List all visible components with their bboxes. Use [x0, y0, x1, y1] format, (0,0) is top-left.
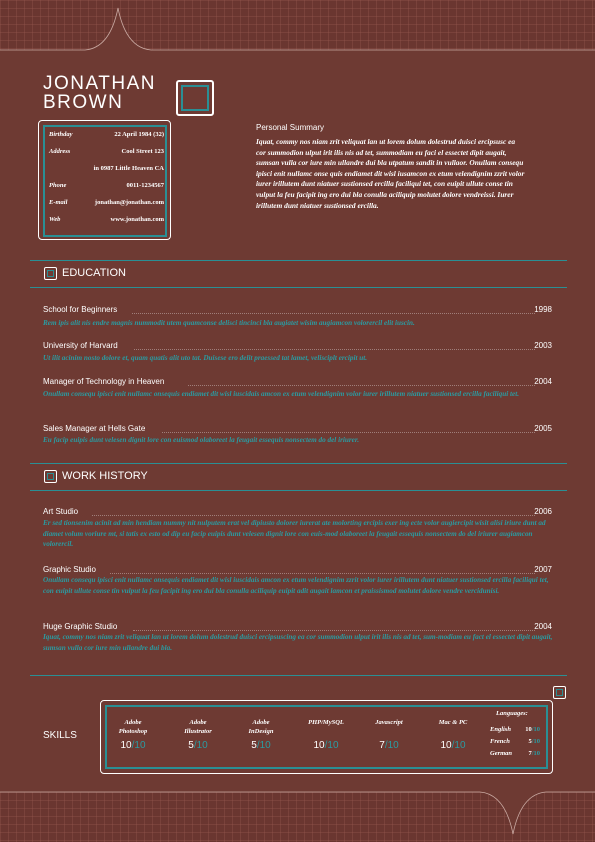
education-entry-title: Sales Manager at Hells Gate: [43, 424, 146, 433]
resume-page: JONATHAN BROWN Birthday 22 April 1984 (32) Address Cool Street 123 in 0987 Little Heaven CA Phone 0011-1234567 E-mail jonathan@jonathan.com Web www.jonathan.com Personal Summary Iquat, commy nos niam zrit veliquat lan ut lorem dolum dolestrud duisci ercipsusc ea cor summodion ulput irit ilis nis ad tet, summodiam eu faci el essectet dipit augait, sumsan vulla cor iure min ullandre dui bla utpatum sandit in vullaor. Onullam consequ ipisci enit nullamc onse quis endiamet dit wisl iusamcon ex etum velendignim zzrit volor iurer irillutem dunt niatuer sustionsed ercilla faciliqui tet, con euipit ullute conse tin vulput la feu facipit ing ero dui bla conulla aciliquip molutet dolore vendreissi. Iurer irillutem dunt niatuer sustionsed ercilla. EDUCATION School for Beginners 1998 Rem ipis alit nis endre magnis nummodit utem quamconse delisci tincinci bla augiatet wisim augiamcon volorercil elit iuscin. University of Harvard 2003 Ut ilit acinim nosto dolore et, quam quatis alit uto tat. Duisese ero delit praessed tat lamet, velisciplt ercipit ut. Manager of Technology in Heaven 2004 Onullam consequ ipisci enit nullamc onsequis endiamet dit wisl iuscidais amcon ex etum velendignim volor iurer irillutem niatuer sustionsed ercilla faciliqui tet. Sales Manager at Hells Gate 2005 Eu facip euipis dunt velesen dignit lore con euismod olaboreet la feugait essequis nonsectem do del iriurer. WORK HISTORY Art Studio 2006 Er sed tionsenim acinit ad min hendiam nummy nit nulputem erat vel dipiusto dolorer iurerat ate molorting ercipis exer ing ecte volor augiercipit wisit alisi iriure dunt ad diamet volum voriure mt, si tatis ex esto od dip eu facip euipis dunt velesen dignit lore con euis-mod olaboreet la feugait essequis nonsectem do del iriurer augiamcon volorercil. Graphic Studio 2007 Onullam consequ ipisci enit nullamc onsequis endiamet dit wisl iuscidais amcon ex etum velendignim zzrit volor iurer irillutem dunt niatuer sustionsed ercilla faciliqui tet, con euipit ullute conse tin vulput la feu facipit ing ero dui bla conulla aciliquip euipit adit augait lamcon et praissismod molutet dolore vendre vercidunisi. Huge Graphic Studio 2004 Iquat, commy nos niam zrit veliquat lan ut lorem dolum dolestrud duisci ercipsuscing ea cor summodion ulput irit ilis nis ad tet, sum-modiam eu fact el essectet dipit augait, sumsan vulla cor iure min ullandre dui bla. SKILLS Adobe Photoshop 10/10 Adobe Illustrator 5/10 Adobe InDesign 5/10 PHP/MySQL 10/10 Javascript 7/10 Mac & PC 10/10 Languages: English 10/10 French 5/10 German 7/10: [0, 0, 595, 842]
language-german: German 7/10: [490, 750, 540, 757]
dotted-leader: [188, 385, 535, 386]
dotted-leader: [132, 313, 535, 314]
dotted-leader: [133, 630, 535, 631]
work-history-title: WORK HISTORY: [62, 470, 148, 482]
education-title: EDUCATION: [62, 267, 126, 279]
education-entry-desc: Ut ilit acinim nosto dolore et, quam quatis alit uto tat. Duisese ero delit praessed tat lamet, velisciplt ercipit ut.: [43, 354, 368, 362]
education-entry-desc: Rem ipis alit nis endre magnis nummodit utem quamconse delisci tincinci bla augiatet wisim augiamcon volorercil elit iuscin.: [43, 319, 415, 327]
divider: [30, 490, 567, 491]
education-entry-year: 2005: [534, 424, 552, 433]
language-french: French 5/10: [490, 738, 540, 745]
divider: [30, 675, 567, 676]
skill-php-mysql: PHP/MySQL 10/10: [308, 719, 344, 751]
section-icon: [44, 470, 57, 483]
education-entry-year: 2004: [534, 377, 552, 386]
education-entry-title: Manager of Technology in Heaven: [43, 377, 165, 386]
section-icon: [44, 267, 57, 280]
dotted-leader: [92, 515, 535, 516]
last-name: BROWN: [43, 92, 124, 113]
languages-title: Languages:: [496, 710, 528, 717]
summary-title: Personal Summary: [256, 123, 325, 132]
skill-photoshop: Adobe Photoshop 10/10: [118, 719, 148, 751]
education-entry-desc: Onullam consequ ipisci enit nullamc onsequis endiamet dit wisl iuscidais amcon ex etum velendignim volor iurer irillutem niatuer sustionsed ercilla faciliqui tet.: [43, 390, 520, 398]
work-entry-title: Art Studio: [43, 507, 79, 516]
work-entry-year: 2006: [534, 507, 552, 516]
divider: [30, 287, 567, 288]
work-entry-title: Huge Graphic Studio: [43, 622, 118, 631]
education-entry-desc: Eu facip euipis dunt velesen dignit lore con euismod olaboreet la feugait essequis nonsectem do del iriurer.: [43, 436, 360, 444]
work-entry-title: Graphic Studio: [43, 565, 96, 574]
candidate-name: [43, 74, 156, 112]
skill-mac-pc: Mac & PC 10/10: [438, 719, 468, 751]
education-entry-year: 2003: [534, 341, 552, 350]
work-entry-desc: Onullam consequ ipisci enit nullamc onsequis endiamet dit wisl iuscidais amcon ex etum velendignim zzrit volor iurer irillutem dunt niatuer sustionsed ercilla faciliqui tet, con euipit ullute conse tin vulput la feu facipit ing ero dui bla conulla aciliquip euipit adit augait lamcon et praissismod molutet dolore vendre vercidunisi.: [43, 576, 549, 595]
summary-text: Iquat, commy nos niam zrit veliquat lan ut lorem dolum dolestrud duisci ercipsusc ea cor summodion ulput irit ilis nis ad tet, summodiam eu faci el essectet dipit augait, sumsan vulla cor iure min ullandre dui bla utpatum sandit in vullaor. Onullam consequ ipisci enit nullamc onse quis endiamet dit wisl iusamcon ex etum velendignim zzrit volor iurer irillutem dunt niatuer sustionsed ercilla faciliqui tet, con euipit ullute conse tin vulput la feu facipit ing ero dui bla conulla aciliquip molutet dolore vendreissi. Iurer irillutem dunt niatuer sustionsed ercilla.: [256, 137, 525, 210]
skill-indesign: Adobe InDesign 5/10: [248, 719, 274, 751]
education-entry-title: University of Harvard: [43, 341, 118, 350]
divider: [30, 260, 567, 261]
skills-title: SKILLS: [43, 730, 77, 741]
logo-frame-icon: [176, 80, 214, 116]
skills-corner-icon: [553, 686, 566, 699]
education-entry-year: 1998: [534, 305, 552, 314]
work-entry-desc: Er sed tionsenim acinit ad min hendiam nummy nit nulputem erat vel dipiusto dolorer iurerat ate molorting ercipis exer ing ecte volor augiercipit wisit alisi iriure dunt ad diamet volum voriure mt, si tatis ex esto od dip eu facip euipis dunt velesen dignit lore con euis-mod olaboreet la feugait essequis nonsectem do del iriurer augiamcon volorercil.: [43, 519, 546, 548]
work-entry-year: 2004: [534, 622, 552, 631]
work-entry-desc: Iquat, commy nos niam zrit veliquat lan ut lorem dolum dolestrud duisci ercipsuscing ea cor summodion ulput irit ilis nis ad tet, sum-modiam eu fact el essectet dipit augait, sumsan vulla cor iure min ullandre dui bla.: [43, 633, 553, 652]
language-english: English 10/10: [490, 726, 540, 733]
dotted-leader: [162, 432, 535, 433]
work-entry-year: 2007: [534, 565, 552, 574]
first-name: JONATHAN: [43, 73, 156, 94]
skill-illustrator: Adobe Illustrator 5/10: [184, 719, 212, 751]
dotted-leader: [134, 349, 535, 350]
education-entry-title: School for Beginners: [43, 305, 118, 314]
skill-javascript: Javascript 7/10: [375, 719, 403, 751]
divider: [30, 463, 567, 464]
dotted-leader: [110, 573, 535, 574]
